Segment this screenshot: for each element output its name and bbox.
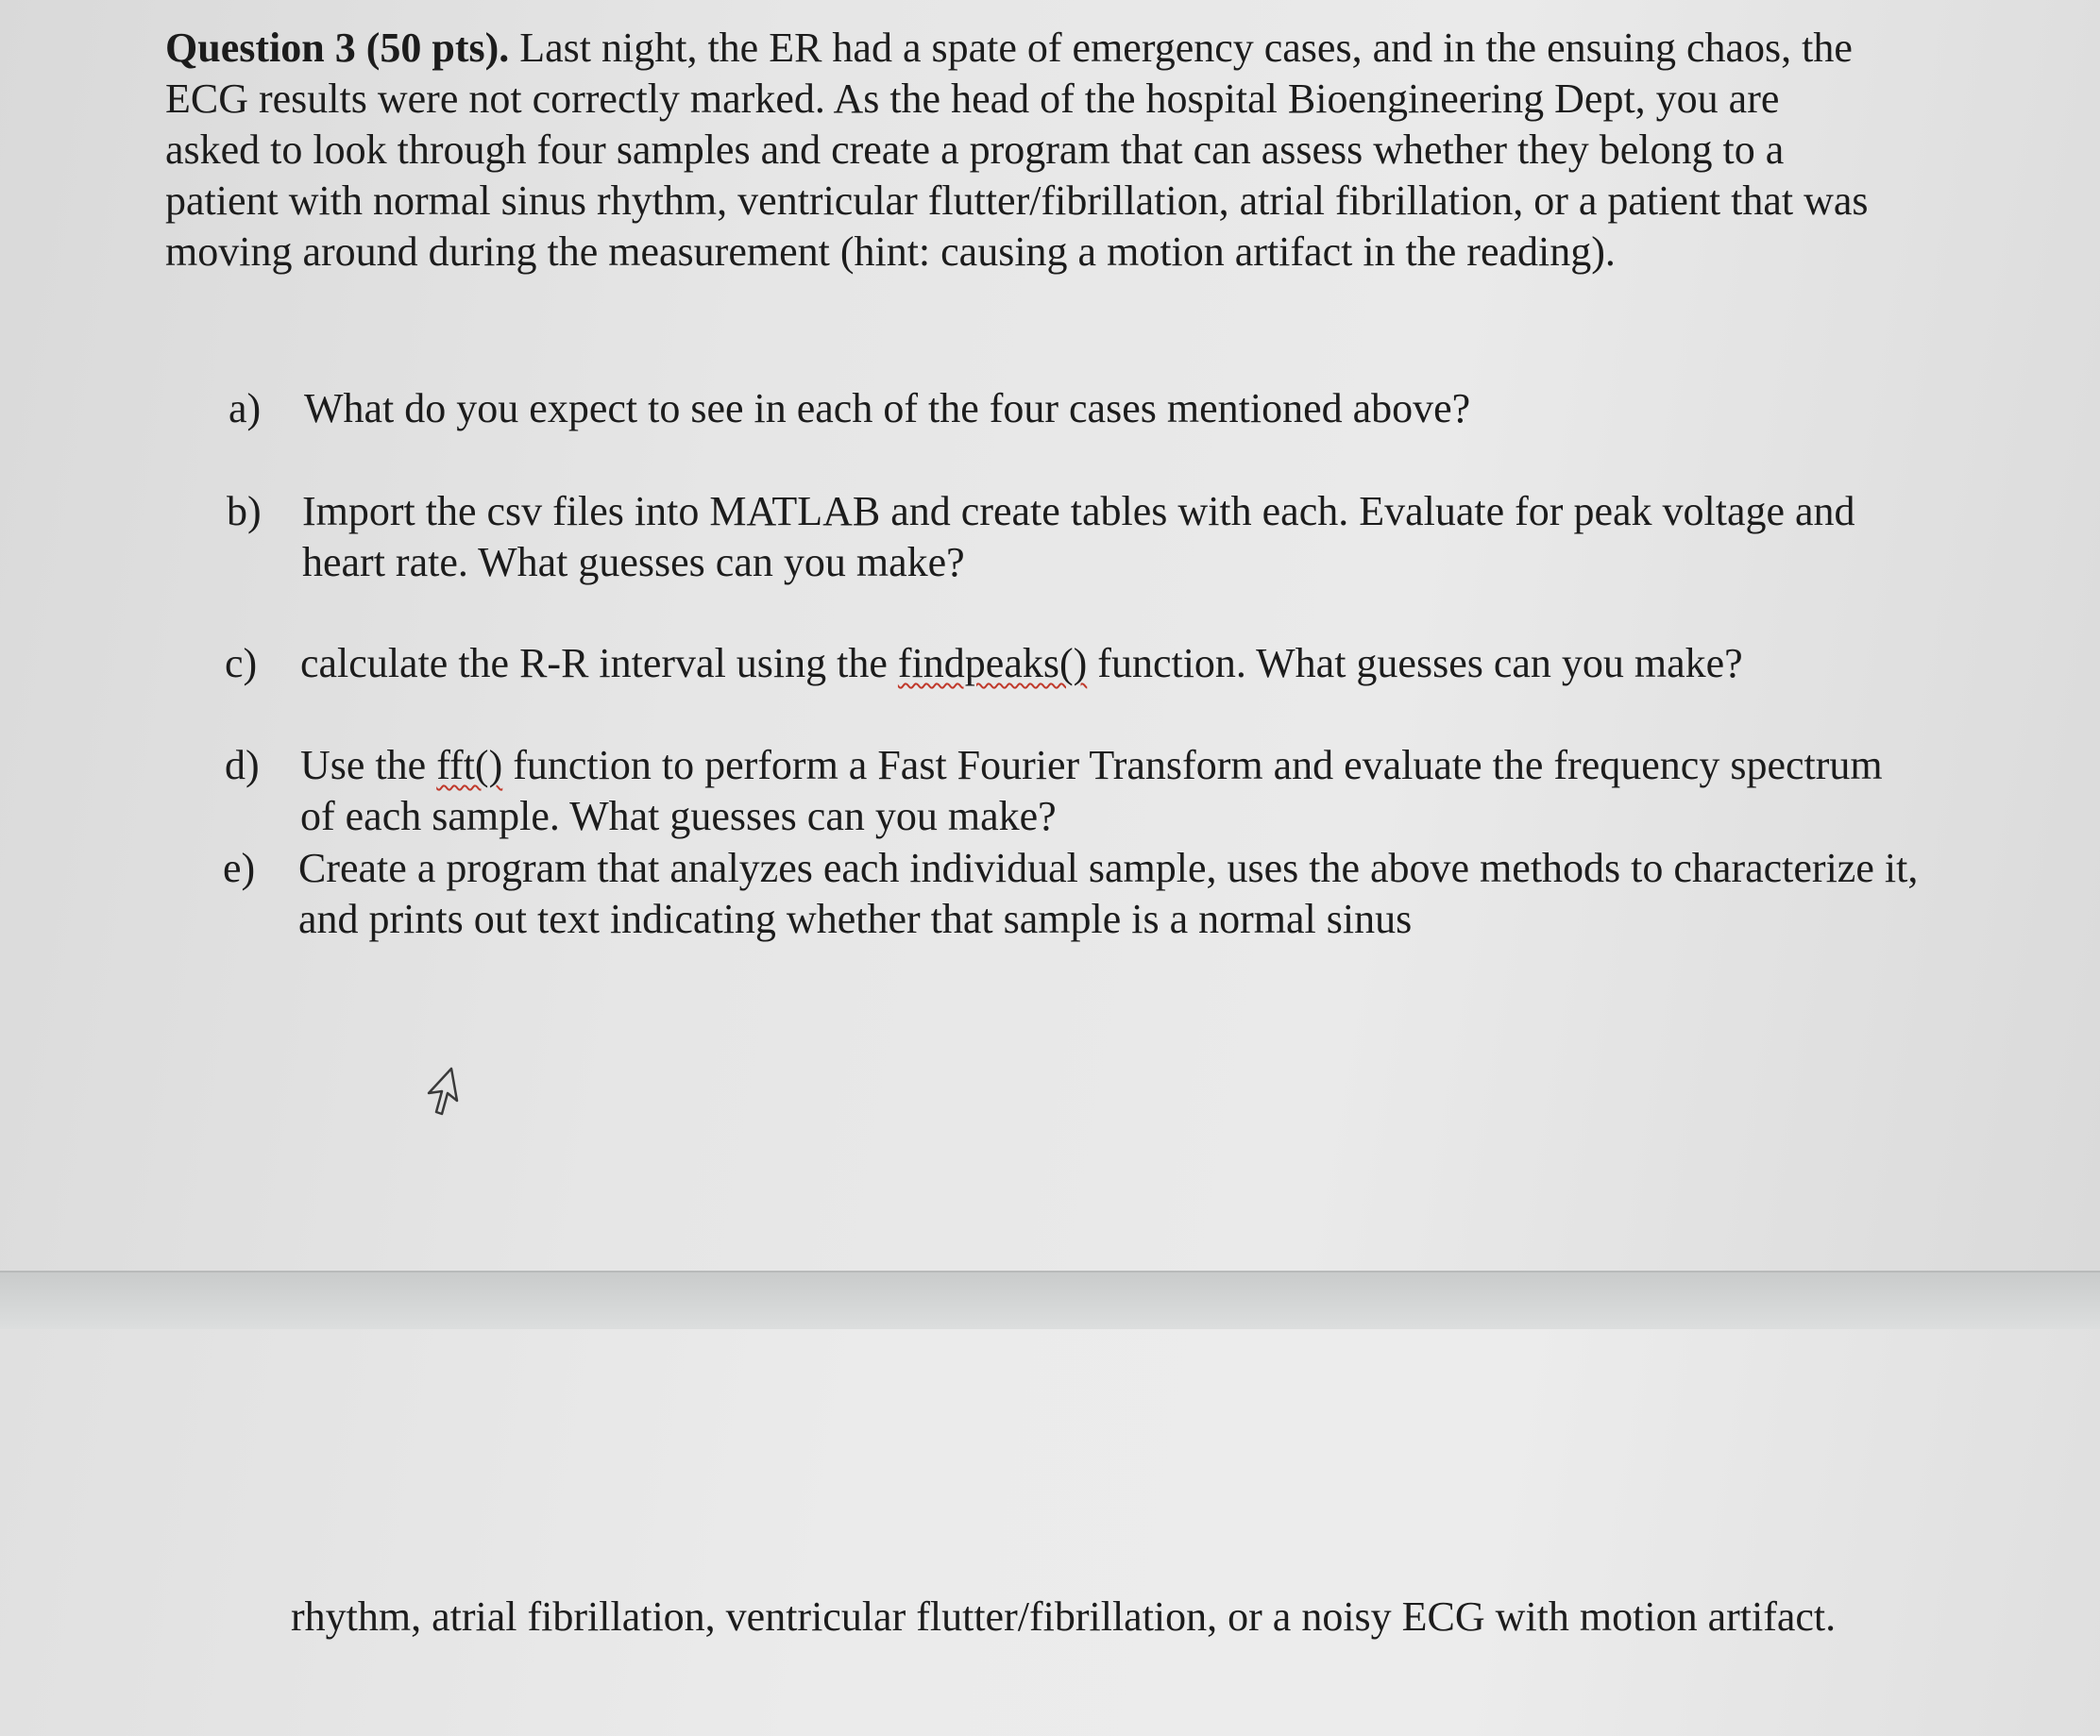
question-body: Last night, the ER had a spate of emergency cases, and in the ensuing chaos, the ECG results were not correctly marked. As the head of the hospital Bioengineering Dept, you are asked to look through four samples and create a program that can assess whether they belong to a patient with normal sinus rhythm, ventricular flutter/fibrillation, atrial fibrillation, or a patient that was moving around during the measurement (hint: causing a motion artifact in the reading). (165, 25, 1869, 275)
item-c (225, 638, 1924, 689)
item-c-post: function. What guesses can you make? (1087, 640, 1743, 686)
item-a-text: What do you expect to see in each of the four cases mentioned above? (304, 385, 1471, 431)
item-d-post: function to perform a Fast Fourier Transform and evaluate the frequency spectrum of each sample. What guesses can you make? (300, 742, 1883, 839)
pointer-cursor-icon (423, 1065, 465, 1126)
item-e-label: e) (223, 845, 256, 891)
findpeaks-function-name: findpeaks() (897, 640, 1088, 686)
item-c-pre: calculate the R-R interval using the (300, 640, 898, 686)
item-e-text: Create a program that analyzes each individual sample, uses the above methods to characterize it, and prints out text indicating whether that sample is a normal sinus (298, 845, 1919, 942)
fft-function-name: fft() (436, 742, 503, 788)
question-intro (165, 23, 1884, 278)
item-b-text: Import the csv files into MATLAB and create tables with each. Evaluate for peak voltage and heart rate. What guesses can you make? (302, 488, 1855, 585)
item-d (225, 740, 1924, 842)
item-a (229, 383, 1909, 434)
item-b (227, 486, 1926, 588)
question-heading: Question 3 (50 pts). (165, 25, 510, 71)
item-d-pre: Use the (300, 742, 437, 788)
item-e-continuation: rhythm, atrial fibrillation, ventricular flutter/fibrillation, or a noisy ECG with motion artifact. (291, 1593, 1837, 1640)
item-b-label: b) (227, 488, 262, 534)
page-break (0, 1271, 2100, 1331)
item-a-label: a) (229, 385, 262, 431)
item-d-label: d) (225, 742, 260, 788)
item-e (223, 843, 1922, 945)
item-c-label: c) (225, 640, 258, 686)
document-page-2 (0, 1329, 2100, 1736)
